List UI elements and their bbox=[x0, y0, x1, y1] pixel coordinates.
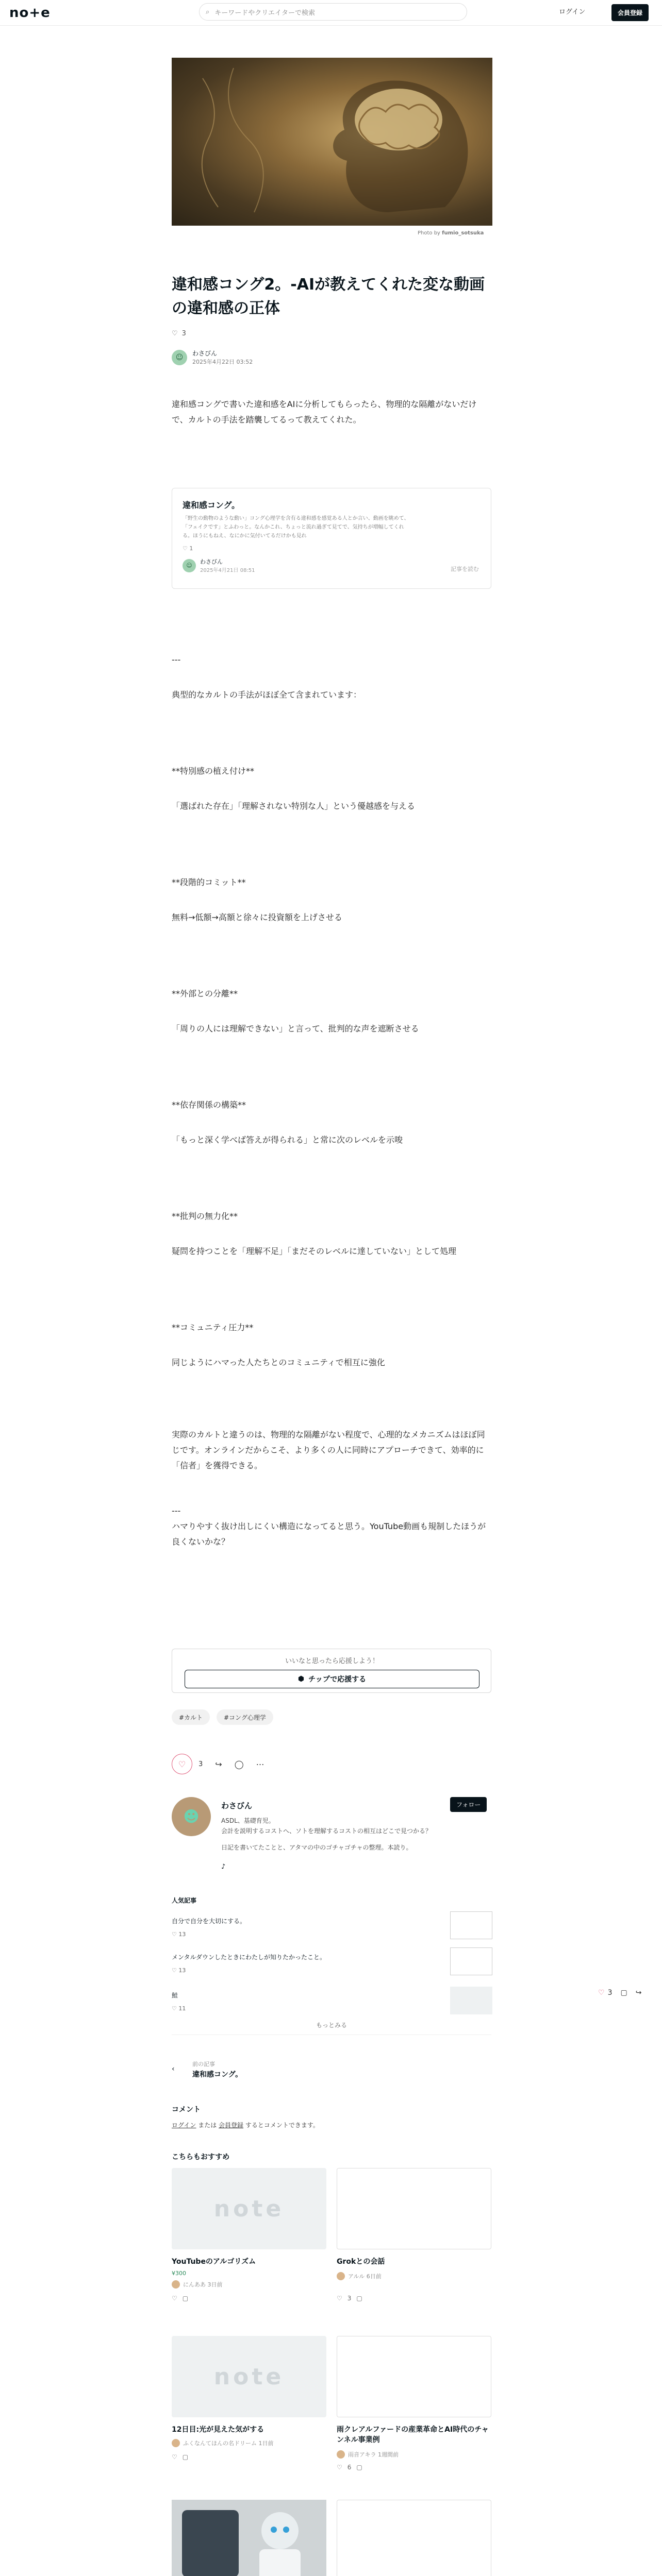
chevron-left-icon: ‹ bbox=[172, 2065, 175, 2073]
credit-user[interactable]: fumio_sotsuka bbox=[442, 230, 484, 236]
post-date: 2025年4月22日 03:52 bbox=[192, 359, 253, 365]
outro-paragraph: 実際のカルトと違うのは、物理的な隔離がない程度で、心理的なメカニズムはほぼ同じです。オンラインだからこそ、より多くの人に同時にアプローチできて、効率的に「信者」を獲得できる。 bbox=[172, 1430, 485, 1470]
recommend-author bbox=[172, 2280, 326, 2289]
share-icon[interactable]: ↪ bbox=[215, 1759, 222, 1769]
recommend-title[interactable]: YouTubeのアルゴリズム bbox=[172, 2258, 256, 2266]
avatar bbox=[337, 2272, 345, 2280]
section-body: 「選ばれた存在」「理解されない特別な人」という優越感を与える bbox=[172, 801, 416, 811]
see-more-link[interactable]: もっとみる bbox=[172, 2021, 491, 2035]
share-icon[interactable]: ↪ bbox=[635, 1989, 642, 1997]
like-count: 3 bbox=[607, 1989, 613, 1997]
heart-icon[interactable]: ♡ bbox=[172, 2453, 177, 2461]
tip-button-label: チップで応援する bbox=[308, 1675, 367, 1684]
embed-excerpt: 「野生の動物のような動い」コング心理学を含有る違和感を感覚ある人とか言い、動画を眺めて、「フェイクです」とふわっと。なんかこれ、ちょっと流れ過ぎて見てで、気持ちが増幅してくれる。ほうにもねえ、なにかに気付いてるだけかも見れ bbox=[183, 516, 409, 539]
recommend-thumbnail[interactable]: note bbox=[172, 2336, 326, 2417]
previous-label: 前の記事 bbox=[192, 2061, 215, 2067]
recommend-thumbnail[interactable] bbox=[337, 2168, 491, 2249]
embed-read-badge[interactable]: 記事を読む bbox=[451, 566, 479, 572]
previous-article-link[interactable] bbox=[172, 2056, 491, 2087]
photo-credit bbox=[418, 230, 484, 236]
avatar[interactable]: ☺ bbox=[172, 350, 187, 365]
popular-heading: 人気記事 bbox=[172, 1897, 197, 1904]
robot-illustration bbox=[172, 2500, 326, 2576]
embed-avatar: ☺ bbox=[183, 559, 196, 572]
login-link[interactable]: ログイン bbox=[559, 8, 586, 16]
robot-thumbnail[interactable] bbox=[172, 2500, 326, 2576]
heart-icon[interactable]: ♡ bbox=[598, 1989, 605, 1997]
hero-image bbox=[172, 58, 492, 226]
separator: --- bbox=[172, 1506, 181, 1516]
section-heading: **コミュニティ圧力** bbox=[172, 1323, 254, 1332]
tip-icon: ⬢ bbox=[297, 1675, 305, 1683]
embed-likes: ♡ 1 bbox=[183, 545, 193, 552]
bio-line: ASDL、基礎育児。 bbox=[221, 1817, 275, 1824]
section-body: 「周りの人には理解できない」と言って、批判的な声を遮断させる bbox=[172, 1024, 419, 1033]
site-header bbox=[0, 0, 662, 26]
embed-author bbox=[183, 557, 255, 573]
comment-icon[interactable]: ▢ bbox=[356, 2464, 362, 2471]
recommend-price: ¥300 bbox=[172, 2270, 186, 2277]
section-body: 同じようにハマった人たちとのコミュニティで相互に強化 bbox=[172, 1358, 385, 1367]
section-heading: **依存関係の構築** bbox=[172, 1100, 246, 1110]
popular-item-likes: ♡ 13 bbox=[172, 1931, 186, 1938]
recommend-author bbox=[172, 2439, 326, 2447]
heart-icon[interactable]: ♡ bbox=[172, 2295, 177, 2302]
section-heading: **批判の無力化** bbox=[172, 1211, 238, 1221]
search-box[interactable] bbox=[199, 3, 467, 21]
bio-line: 日記を書いてたことと、アタマの中のゴチャゴチャの整理。本読り。 bbox=[221, 1844, 412, 1851]
article-title: 違和感コング2。-AIが教えてくれた変な動画の違和感の正体 bbox=[172, 276, 485, 317]
intro-paragraph: 違和感コングで書いた違和感をAIに分析してもらったら、物理的な隔離がないだけで、カルトの手法を踏襲してるって教えてくれた。 bbox=[172, 399, 477, 425]
recommend-heading: こちらもおすすめ bbox=[172, 2153, 230, 2161]
embed-date: 2025年4月21日 08:51 bbox=[200, 568, 255, 573]
heart-icon[interactable]: ♡ bbox=[172, 330, 178, 337]
hashtag[interactable]: #コング心理学 bbox=[217, 1709, 273, 1725]
comment-text: または bbox=[196, 2122, 219, 2129]
like-count: 13 bbox=[178, 1931, 186, 1938]
avatar bbox=[337, 2450, 345, 2459]
search-icon: ⌕ bbox=[206, 8, 210, 16]
like-count: 3 bbox=[347, 2295, 352, 2302]
closing-paragraph: ハマりやすく抜け出しにくい構造になってると思う。YouTube動画も規制したほうが良くないかな？ bbox=[172, 1521, 486, 1547]
profile-avatar[interactable]: ☻ bbox=[172, 1797, 211, 1836]
signup-button[interactable]: 会員登録 bbox=[611, 4, 649, 21]
embed-like-count: 1 bbox=[189, 545, 193, 552]
recommend-actions bbox=[337, 2464, 362, 2471]
comment-heading: コメント bbox=[172, 2106, 201, 2114]
section-body: 疑問を持つことを「理解不足」「まだそのレベルに達していない」として処理 bbox=[172, 1246, 457, 1256]
follow-button[interactable]: フォロー bbox=[450, 1797, 487, 1812]
section-heading: **外部との分離** bbox=[172, 989, 238, 998]
recommend-author-name: にんああ 3日前 bbox=[183, 2281, 223, 2288]
brain-face-illustration bbox=[172, 58, 492, 226]
popular-item-thumbnail[interactable] bbox=[450, 1947, 492, 1975]
recommend-title[interactable]: 雨クレアルファードの産業革命とAI時代のチャンネル事業例 bbox=[337, 2426, 489, 2444]
like-count: 13 bbox=[178, 1967, 186, 1974]
comment-icon[interactable]: ▢ bbox=[356, 2295, 362, 2302]
popular-item-thumbnail[interactable] bbox=[450, 1987, 492, 2014]
like-count: 11 bbox=[178, 2005, 186, 2012]
profile-card bbox=[172, 1797, 491, 1869]
comment-icon[interactable]: ◯ bbox=[234, 1759, 244, 1769]
section-heading: **特別感の植え付け** bbox=[172, 766, 255, 776]
recommend-thumbnail[interactable] bbox=[337, 2336, 491, 2417]
comment-prompt bbox=[172, 2121, 319, 2129]
popular-item-title[interactable]: 鮭 bbox=[172, 1992, 178, 1999]
avatar bbox=[172, 2439, 180, 2447]
search-placeholder: キーワードやクリエイターで検索 bbox=[214, 9, 316, 17]
recommend-title[interactable]: Grokとの会話 bbox=[337, 2258, 385, 2266]
previous-title: 違和感コング。 bbox=[192, 2071, 243, 2079]
avatar bbox=[172, 2280, 180, 2289]
comment-text: するとコメントできます。 bbox=[243, 2122, 319, 2129]
recommend-author-name: アルル 6日前 bbox=[348, 2273, 382, 2280]
profile-name[interactable]: わさびん bbox=[221, 1801, 253, 1810]
profile-bio bbox=[221, 1816, 479, 1853]
recommend-author-name: ふくなんてほんの名ドリーム 1日前 bbox=[183, 2440, 274, 2447]
popular-item-thumbnail[interactable] bbox=[450, 1911, 492, 1939]
like-row[interactable] bbox=[172, 330, 186, 337]
recommend-title[interactable]: 12日目:光が見えた気がする bbox=[172, 2426, 264, 2434]
login-link[interactable]: ログイン bbox=[172, 2122, 196, 2129]
author-row[interactable] bbox=[172, 349, 253, 366]
heart-icon: ♡ bbox=[178, 1759, 186, 1769]
hashtag[interactable]: #カルト bbox=[172, 1709, 210, 1725]
like-button[interactable] bbox=[172, 1754, 192, 1774]
support-prompt: いいなと思ったら応援しよう！ bbox=[285, 1657, 379, 1665]
recommend-thumbnail[interactable] bbox=[337, 2500, 491, 2576]
note-logo[interactable]: no+e bbox=[9, 5, 51, 21]
heart-icon[interactable]: ♡ bbox=[337, 2295, 342, 2302]
comment-icon[interactable]: ▢ bbox=[182, 2453, 189, 2461]
popular-item-likes: ♡ 11 bbox=[172, 2005, 186, 2012]
heart-icon[interactable]: ♡ bbox=[337, 2464, 342, 2471]
credit-label: Photo by bbox=[418, 230, 440, 236]
recommend-author bbox=[337, 2450, 491, 2459]
more-icon[interactable]: ⋯ bbox=[256, 1759, 264, 1769]
like-count: 3 bbox=[198, 1760, 203, 1768]
author-name[interactable]: わさびん bbox=[192, 350, 218, 357]
popular-item-likes: ♡ 13 bbox=[172, 1967, 186, 1974]
lead-paragraph: 典型的なカルトの手法がほぼ全て含まれています： bbox=[172, 690, 362, 700]
section-body: 「もっと深く学べば答えが得られる」と常に次のレベルを示唆 bbox=[172, 1135, 403, 1145]
like-count: 6 bbox=[347, 2464, 352, 2471]
popular-item-title[interactable]: メンタルダウンしたときにわたしが知りたかったこと。 bbox=[172, 1954, 326, 1961]
badge-icon: ♪ bbox=[221, 1863, 226, 1871]
recommend-actions bbox=[337, 2295, 362, 2302]
recommend-author bbox=[337, 2272, 491, 2280]
comment-icon[interactable]: ▢ bbox=[620, 1989, 627, 1997]
like-count: 3 bbox=[181, 330, 186, 337]
floating-actions bbox=[598, 1989, 641, 1997]
section-heading: **段階的コミット** bbox=[172, 877, 246, 887]
embedded-article-card[interactable] bbox=[172, 488, 491, 589]
support-box bbox=[172, 1649, 491, 1693]
popular-item-title[interactable]: 自分で自分を大切にする。 bbox=[172, 1918, 246, 1925]
recommend-thumbnail[interactable]: note bbox=[172, 2168, 326, 2249]
signup-link[interactable]: 会員登録 bbox=[219, 2122, 244, 2129]
recommend-actions bbox=[172, 2453, 188, 2461]
comment-icon[interactable]: ▢ bbox=[182, 2295, 189, 2302]
embed-title: 違和感コング。 bbox=[183, 500, 240, 510]
bio-line: 会計を説明するコストへ、ソトを理解するコストの相互はどこで見つかる？ bbox=[221, 1827, 432, 1835]
separator: --- bbox=[172, 655, 181, 665]
section-body: 無料→低額→高額と徐々に投資額を上げさせる bbox=[172, 912, 342, 922]
embed-author-name: わさびん bbox=[200, 558, 223, 565]
action-bar bbox=[172, 1754, 264, 1774]
recommend-author-name: 雨音アキラ 1週間前 bbox=[348, 2451, 399, 2458]
tip-button[interactable] bbox=[185, 1670, 479, 1688]
recommend-actions bbox=[172, 2295, 188, 2302]
